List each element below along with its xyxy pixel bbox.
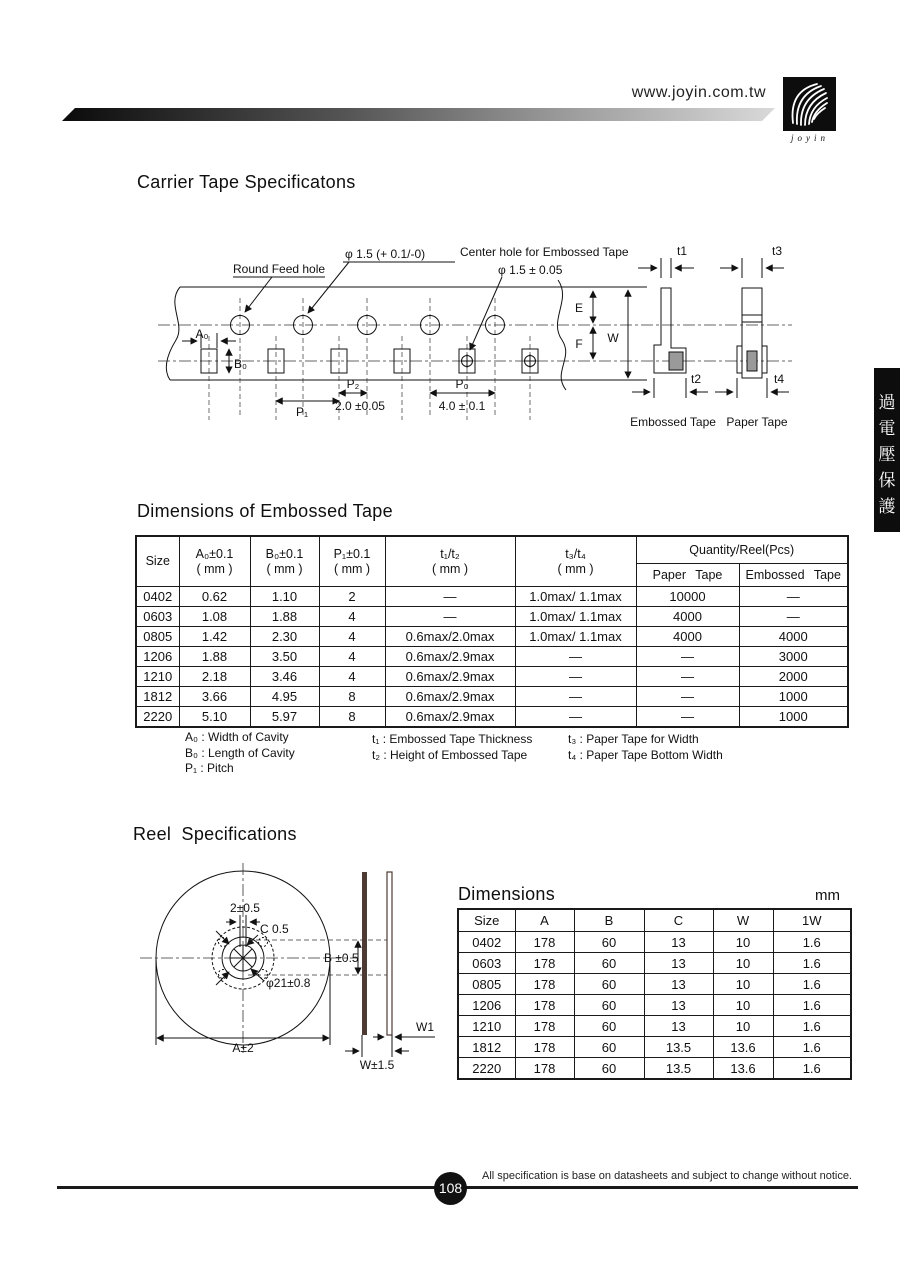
col-header-qty: Quantity/Reel(Pcs) bbox=[636, 536, 848, 564]
table-cell: 2220 bbox=[136, 707, 179, 728]
table-cell: 2000 bbox=[739, 667, 848, 687]
svg-text:P₀: P₀ bbox=[455, 377, 469, 391]
paper-tape-side-view bbox=[715, 244, 789, 429]
reel-col-a: A bbox=[515, 909, 574, 932]
dim-c bbox=[247, 922, 289, 945]
page-number-badge: 108 bbox=[434, 1172, 467, 1205]
reel-col-b: B bbox=[574, 909, 644, 932]
table-row bbox=[458, 1058, 851, 1080]
table-cell: 178 bbox=[515, 974, 574, 995]
svg-text:W1: W1 bbox=[416, 1020, 434, 1034]
table-cell: 10 bbox=[713, 932, 773, 953]
table-row bbox=[136, 607, 848, 627]
table-cell: 1.0max/ 1.1max bbox=[515, 607, 636, 627]
reel-title: Reel Specifications bbox=[133, 824, 297, 844]
table-cell: 1.6 bbox=[773, 953, 851, 974]
table-cell: 4 bbox=[319, 647, 385, 667]
notes-column-1 bbox=[185, 730, 295, 777]
table-cell: 0402 bbox=[136, 587, 179, 607]
table-cell: 8 bbox=[319, 707, 385, 728]
table-cell: 13.5 bbox=[644, 1058, 713, 1080]
table-cell: 1.6 bbox=[773, 995, 851, 1016]
embossed-tape-side-view bbox=[630, 244, 716, 429]
col-header-t34-unit: ( mm ) bbox=[557, 561, 594, 576]
dim-w1 bbox=[373, 1020, 435, 1037]
table-cell: 1812 bbox=[136, 687, 179, 707]
dim-hub-dia bbox=[251, 969, 311, 990]
col-header-p1-sym: P₁±0.1 bbox=[333, 546, 371, 561]
embossed-tape-table bbox=[135, 535, 849, 728]
table-cell: 178 bbox=[515, 932, 574, 953]
table-cell: 4 bbox=[319, 667, 385, 687]
svg-text:C 0.5: C 0.5 bbox=[260, 922, 289, 936]
table-cell: 0.6max/2.0max bbox=[385, 627, 515, 647]
table-cell: 1.6 bbox=[773, 932, 851, 953]
table-cell: 0.6max/2.9max bbox=[385, 647, 515, 667]
table-cell: 60 bbox=[574, 974, 644, 995]
table-cell: 10 bbox=[713, 974, 773, 995]
table-cell: 3000 bbox=[739, 647, 848, 667]
table-cell: 4000 bbox=[636, 607, 739, 627]
note-t4: t₄ : Paper Tape Bottom Width bbox=[568, 747, 723, 762]
table-row bbox=[458, 974, 851, 995]
table-cell: 0603 bbox=[136, 607, 179, 627]
table-cell: 10 bbox=[713, 953, 773, 974]
reel-side-view bbox=[362, 872, 392, 1035]
dim-p2 bbox=[335, 377, 385, 413]
table-cell: — bbox=[636, 647, 739, 667]
svg-text:W±1.5: W±1.5 bbox=[359, 1058, 395, 1072]
dim-w bbox=[345, 1035, 409, 1072]
table-cell: — bbox=[739, 607, 848, 627]
table-cell: 1.0max/ 1.1max bbox=[515, 627, 636, 647]
joyin-logo bbox=[783, 77, 836, 131]
table-cell: 1.6 bbox=[773, 974, 851, 995]
table-cell: 1.88 bbox=[179, 647, 250, 667]
label-feed-hole-dia: φ 1.5 (+ 0.1/-0) bbox=[345, 247, 426, 261]
svg-text:t4: t4 bbox=[773, 372, 785, 386]
svg-text:A₀: A₀ bbox=[195, 327, 209, 341]
table-cell: 60 bbox=[574, 953, 644, 974]
col-header-size: Size bbox=[136, 536, 179, 587]
table-cell: — bbox=[515, 687, 636, 707]
svg-text:B ±0.5: B ±0.5 bbox=[324, 951, 359, 965]
svg-text:P₂: P₂ bbox=[346, 377, 360, 391]
table-cell: 178 bbox=[515, 1016, 574, 1037]
table-cell: 178 bbox=[515, 1058, 574, 1080]
table-cell: — bbox=[385, 607, 515, 627]
table-cell: 178 bbox=[515, 995, 574, 1016]
table-cell: 0603 bbox=[458, 953, 515, 974]
joyin-swirl-icon bbox=[783, 77, 836, 131]
col-header-t34-sym: t₃/t₄ bbox=[565, 546, 586, 561]
table-cell: — bbox=[739, 587, 848, 607]
table-row bbox=[136, 667, 848, 687]
table-cell: 10 bbox=[713, 1016, 773, 1037]
svg-text:2±0.5: 2±0.5 bbox=[230, 901, 260, 915]
svg-text:F: F bbox=[575, 337, 583, 351]
note-t3: t₃ : Paper Tape for Width bbox=[568, 732, 699, 746]
table-cell: 60 bbox=[574, 1058, 644, 1080]
table-row bbox=[458, 932, 851, 953]
notes-column-2 bbox=[372, 732, 532, 763]
table-row bbox=[136, 647, 848, 667]
reel-col-size: Size bbox=[458, 909, 515, 932]
svg-text:t1: t1 bbox=[676, 244, 688, 258]
col-header-t12 bbox=[385, 536, 515, 587]
table-cell: 1812 bbox=[458, 1037, 515, 1058]
table-cell: — bbox=[636, 707, 739, 728]
carrier-tape-diagram bbox=[150, 240, 810, 440]
table-cell: — bbox=[636, 687, 739, 707]
reel-col-1w: 1W bbox=[773, 909, 851, 932]
table-cell: 4.95 bbox=[250, 687, 319, 707]
table-cell: 60 bbox=[574, 995, 644, 1016]
svg-text:t3: t3 bbox=[771, 244, 783, 258]
table-cell: 0805 bbox=[136, 627, 179, 647]
table-cell: 5.97 bbox=[250, 707, 319, 728]
label-center-hole: Center hole for Embossed Tape bbox=[460, 245, 629, 259]
table-cell: 13 bbox=[644, 953, 713, 974]
svg-text:A±2: A±2 bbox=[232, 1041, 254, 1055]
table-cell: 1.6 bbox=[773, 1016, 851, 1037]
reel-table-title: Dimensions bbox=[458, 884, 556, 904]
table-cell: 13 bbox=[644, 1016, 713, 1037]
table-cell: 10 bbox=[713, 995, 773, 1016]
table-cell: 0.6max/2.9max bbox=[385, 667, 515, 687]
reel-diagram bbox=[130, 855, 460, 1090]
table-cell: 60 bbox=[574, 1016, 644, 1037]
table-row bbox=[458, 1016, 851, 1037]
svg-text:P₁: P₁ bbox=[295, 405, 309, 419]
table-cell: — bbox=[515, 647, 636, 667]
table-row bbox=[136, 707, 848, 728]
table-cell: 4000 bbox=[739, 627, 848, 647]
table-cell: 1.6 bbox=[773, 1037, 851, 1058]
table-cell: 0402 bbox=[458, 932, 515, 953]
table-cell: 1.10 bbox=[250, 587, 319, 607]
table-cell: 13 bbox=[644, 974, 713, 995]
note-t2: t₂ : Height of Embossed Tape bbox=[372, 747, 528, 762]
table-row bbox=[136, 627, 848, 647]
table-row bbox=[458, 1037, 851, 1058]
col-header-t12-unit: ( mm ) bbox=[431, 561, 469, 576]
note-a0: A₀ : Width of Cavity bbox=[185, 730, 289, 744]
col-header-a0 bbox=[179, 536, 250, 587]
table-cell: 3.46 bbox=[250, 667, 319, 687]
table-cell: 3.50 bbox=[250, 647, 319, 667]
table-cell: 178 bbox=[515, 1037, 574, 1058]
table-cell: 8 bbox=[319, 687, 385, 707]
svg-text:Embossed Tape: Embossed Tape bbox=[630, 415, 716, 429]
col-header-b0-unit: ( mm ) bbox=[266, 561, 303, 576]
header-site-url: www.joyin.com.tw bbox=[631, 84, 766, 101]
table-cell: 60 bbox=[574, 1037, 644, 1058]
table-cell: 0.62 bbox=[179, 587, 250, 607]
table-cell: 1210 bbox=[136, 667, 179, 687]
col-header-b0 bbox=[250, 536, 319, 587]
table-cell: 10000 bbox=[636, 587, 739, 607]
footer-disclaimer: All specification is base on datasheets and subject to change without notice. bbox=[482, 1170, 852, 1182]
table-cell: 178 bbox=[515, 953, 574, 974]
dim-p1 bbox=[276, 401, 339, 419]
reel-dimensions-table bbox=[457, 908, 852, 1080]
table-row bbox=[458, 953, 851, 974]
col-header-embossed-tape: Embossed Tape bbox=[739, 564, 848, 587]
table-cell: — bbox=[636, 667, 739, 687]
reel-col-c: C bbox=[644, 909, 713, 932]
table-cell: 2 bbox=[319, 587, 385, 607]
dim-p0 bbox=[430, 377, 495, 413]
svg-text:B₀: B₀ bbox=[234, 357, 247, 371]
side-category-tab: 過電壓保護 bbox=[874, 368, 900, 532]
table-cell: 13 bbox=[644, 932, 713, 953]
col-header-b0-sym: B₀±0.1 bbox=[265, 546, 304, 561]
note-t1: t₁ : Embossed Tape Thickness bbox=[372, 732, 533, 746]
table-cell: 60 bbox=[574, 932, 644, 953]
table-cell: 13.6 bbox=[713, 1037, 773, 1058]
col-header-paper-tape: Paper Tape bbox=[636, 564, 739, 587]
col-header-t12-sym: t₁/t₂ bbox=[440, 546, 460, 561]
svg-text:Paper Tape: Paper Tape bbox=[726, 415, 788, 429]
svg-text:W: W bbox=[607, 331, 619, 345]
table-cell: 1000 bbox=[739, 707, 848, 728]
note-p1: P₁ : Pitch bbox=[185, 761, 234, 775]
notes-column-3 bbox=[568, 732, 723, 763]
table-cell: — bbox=[385, 587, 515, 607]
col-header-t34 bbox=[515, 536, 636, 587]
col-header-a0-unit: ( mm ) bbox=[196, 561, 233, 576]
table-row bbox=[136, 687, 848, 707]
dim-efw bbox=[575, 290, 628, 378]
embossed-table-title: Dimensions of Embossed Tape bbox=[137, 501, 393, 521]
table-cell: 2.18 bbox=[179, 667, 250, 687]
table-cell: 13 bbox=[644, 995, 713, 1016]
table-cell: 1.0max/ 1.1max bbox=[515, 587, 636, 607]
table-cell: 1210 bbox=[458, 1016, 515, 1037]
col-header-p1 bbox=[319, 536, 385, 587]
table-cell: 2.30 bbox=[250, 627, 319, 647]
label-round-feed-hole: Round Feed hole bbox=[233, 262, 326, 276]
col-header-a0-sym: A₀±0.1 bbox=[195, 546, 234, 561]
table-cell: 3.66 bbox=[179, 687, 250, 707]
note-b0: B₀ : Length of Cavity bbox=[185, 745, 295, 760]
table-cell: 1206 bbox=[136, 647, 179, 667]
table-cell: 13.5 bbox=[644, 1037, 713, 1058]
table-cell: 4 bbox=[319, 627, 385, 647]
header-gradient-bar bbox=[62, 108, 775, 121]
reel-col-w: W bbox=[713, 909, 773, 932]
table-cell: — bbox=[515, 707, 636, 728]
table-cell: 0.6max/2.9max bbox=[385, 687, 515, 707]
svg-text:2.0 ±0.05: 2.0 ±0.05 bbox=[335, 399, 385, 413]
table-cell: 1206 bbox=[458, 995, 515, 1016]
table-cell: 5.10 bbox=[179, 707, 250, 728]
table-cell: 4000 bbox=[636, 627, 739, 647]
table-cell: 0805 bbox=[458, 974, 515, 995]
dim-b bbox=[248, 940, 392, 975]
table-cell: 2220 bbox=[458, 1058, 515, 1080]
table-cell: 13.6 bbox=[713, 1058, 773, 1080]
svg-text:φ21±0.8: φ21±0.8 bbox=[266, 976, 311, 990]
table-cell: — bbox=[515, 667, 636, 687]
carrier-tape-title: Carrier Tape Specificatons bbox=[137, 172, 356, 192]
table-row bbox=[136, 587, 848, 607]
svg-text:4.0 ± 0.1: 4.0 ± 0.1 bbox=[438, 399, 486, 413]
table-cell: 1.08 bbox=[179, 607, 250, 627]
label-center-hole-dia: φ 1.5 ± 0.05 bbox=[498, 263, 563, 277]
table-cell: 1.88 bbox=[250, 607, 319, 627]
table-cell: 0.6max/2.9max bbox=[385, 707, 515, 728]
table-cell: 1.42 bbox=[179, 627, 250, 647]
svg-text:t2: t2 bbox=[690, 372, 702, 386]
reel-table-unit: mm bbox=[815, 887, 840, 904]
leader-center-hole-dia bbox=[470, 277, 502, 350]
col-header-p1-unit: ( mm ) bbox=[333, 561, 371, 576]
table-row bbox=[458, 995, 851, 1016]
table-cell: 1000 bbox=[739, 687, 848, 707]
table-cell: 1.6 bbox=[773, 1058, 851, 1080]
svg-text:E: E bbox=[574, 301, 584, 315]
table-cell: 4 bbox=[319, 607, 385, 627]
joyin-wordmark: joyin bbox=[791, 133, 829, 143]
